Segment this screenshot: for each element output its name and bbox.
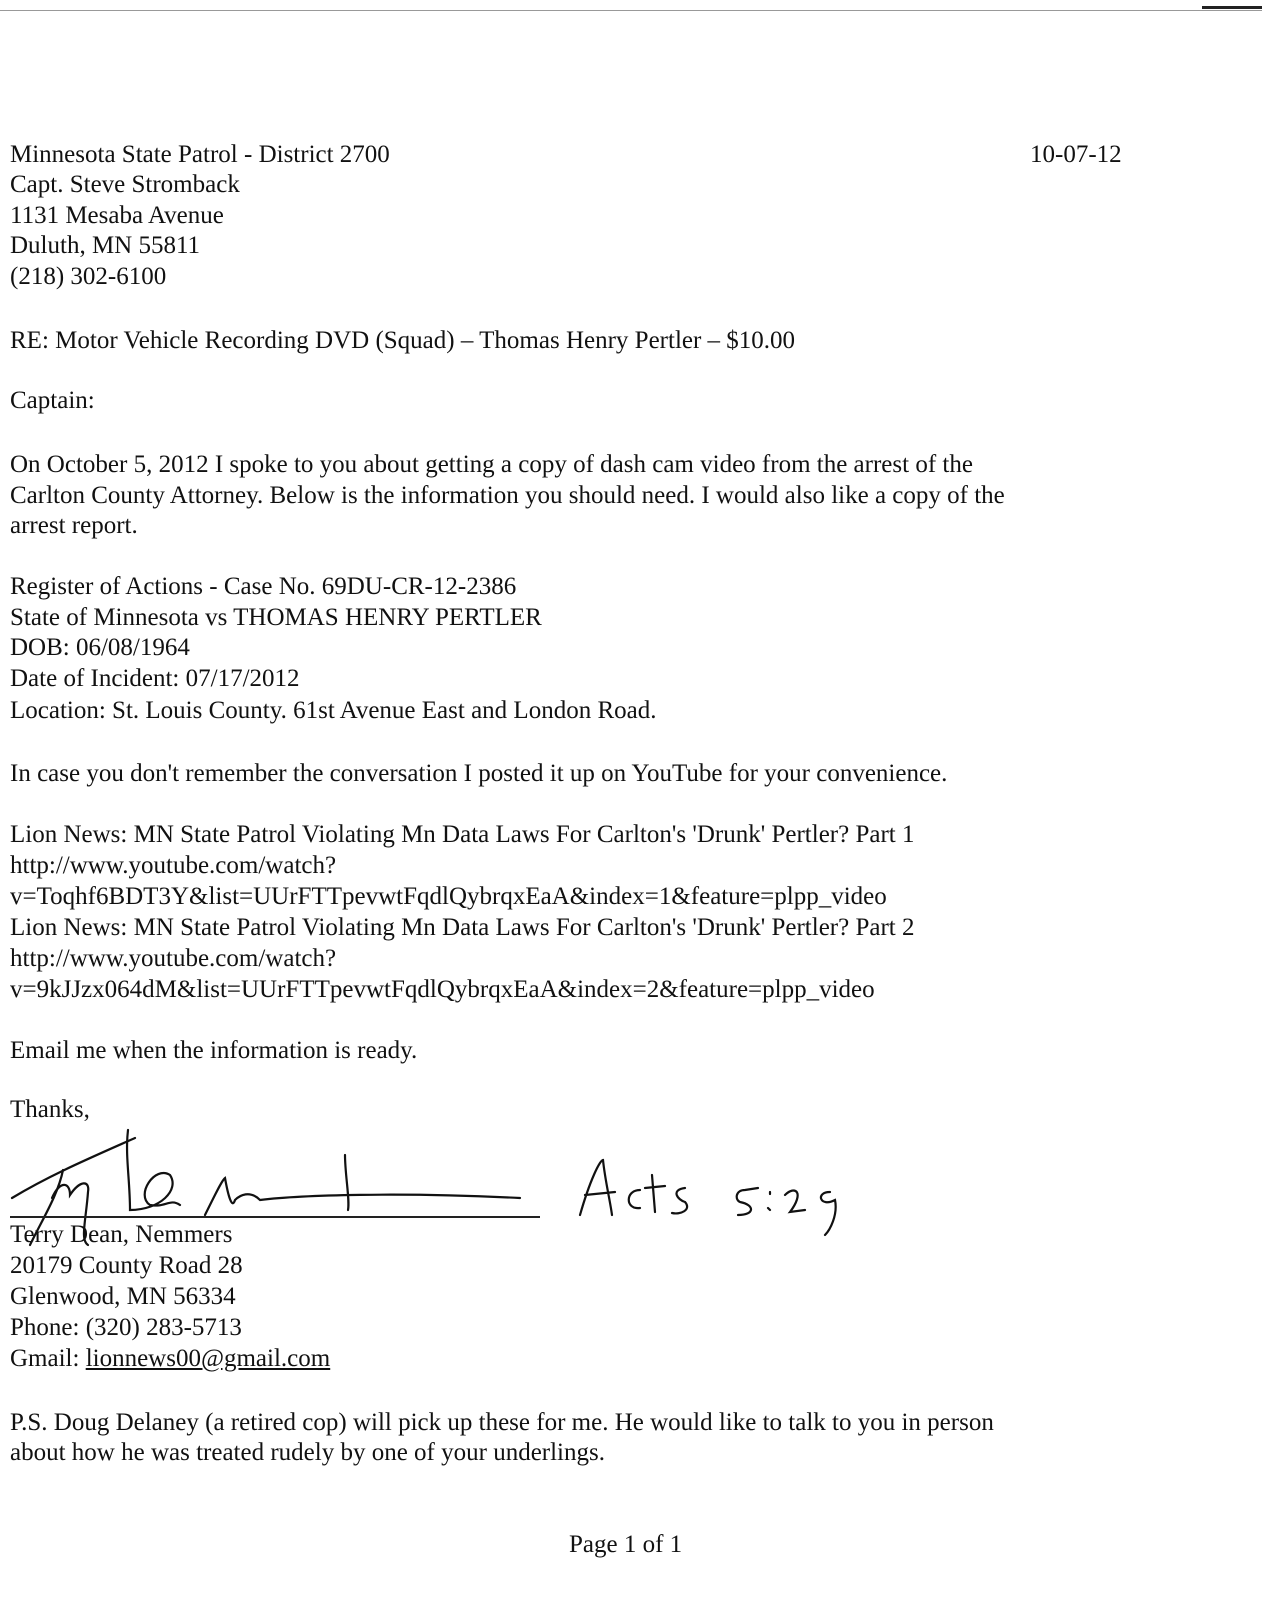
body-line: In case you don't remember the conversation I posted it up on YouTube for your convenience. — [10, 760, 948, 787]
recipient-city: Duluth, MN 55811 — [10, 232, 201, 259]
scan-edge-line — [0, 10, 1262, 11]
sender-city: Glenwood, MN 56334 — [10, 1283, 236, 1310]
email-link[interactable]: lionnews00@gmail.com — [85, 1345, 331, 1372]
gmail-label: Gmail: — [10, 1345, 86, 1372]
letter-date: 10-07-12 — [1030, 141, 1122, 168]
body-line: Email me when the information is ready. — [10, 1037, 418, 1064]
link-url: http://www.youtube.com/watch? — [10, 945, 337, 972]
sender-street: 20179 County Road 28 — [10, 1252, 243, 1279]
link-url: v=Toqhf6BDT3Y&list=UUrFTTpevwtFqdlQybrqxEaA&index=1&feature=plpp_video — [10, 883, 887, 910]
closing: Thanks, — [10, 1096, 90, 1123]
case-info-line: Date of Incident: 07/17/2012 — [10, 665, 300, 692]
scan-edge-mark — [1202, 6, 1262, 9]
link-title: Lion News: MN State Patrol Violating Mn Data Laws For Carlton's 'Drunk' Pertler? Part 2 — [10, 914, 915, 941]
recipient-org: Minnesota State Patrol - District 2700 — [10, 141, 390, 168]
body-line: arrest report. — [10, 512, 138, 539]
recipient-name: Capt. Steve Stromback — [10, 171, 240, 198]
recipient-street: 1131 Mesaba Avenue — [10, 202, 224, 229]
sender-gmail — [10, 1344, 330, 1374]
page-footer: Page 1 of 1 — [569, 1531, 683, 1558]
case-info-line: Location: St. Louis County. 61st Avenue East and London Road. — [10, 697, 657, 724]
ps-line: about how he was treated rudely by one of your underlings. — [10, 1439, 605, 1466]
body-line: On October 5, 2012 I spoke to you about getting a copy of dash cam video from the arrest of the — [10, 451, 973, 478]
link-url: v=9kJJzx064dM&list=UUrFTTpevwtFqdlQybrqxEaA&index=2&feature=plpp_video — [10, 976, 875, 1003]
salutation: Captain: — [10, 387, 95, 414]
signature-line — [10, 1216, 540, 1218]
link-url: http://www.youtube.com/watch? — [10, 852, 337, 879]
case-info-line: State of Minnesota vs THOMAS HENRY PERTLER — [10, 604, 542, 631]
case-info-line: Register of Actions - Case No. 69DU-CR-12-2386 — [10, 573, 517, 600]
subject-line: RE: Motor Vehicle Recording DVD (Squad) – Thomas Henry Pertler – $10.00 — [10, 327, 796, 354]
case-info-line: DOB: 06/08/1964 — [10, 634, 190, 661]
sender-name: Terry Dean, Nemmers — [10, 1221, 233, 1248]
link-title: Lion News: MN State Patrol Violating Mn Data Laws For Carlton's 'Drunk' Pertler? Part 1 — [10, 821, 915, 848]
recipient-phone: (218) 302-6100 — [10, 263, 167, 290]
sender-phone: Phone: (320) 283-5713 — [10, 1314, 242, 1341]
ps-line: P.S. Doug Delaney (a retired cop) will pick up these for me. He would like to talk to you in person — [10, 1409, 994, 1436]
body-line: Carlton County Attorney. Below is the information you should need. I would also like a copy of the — [10, 482, 1005, 509]
